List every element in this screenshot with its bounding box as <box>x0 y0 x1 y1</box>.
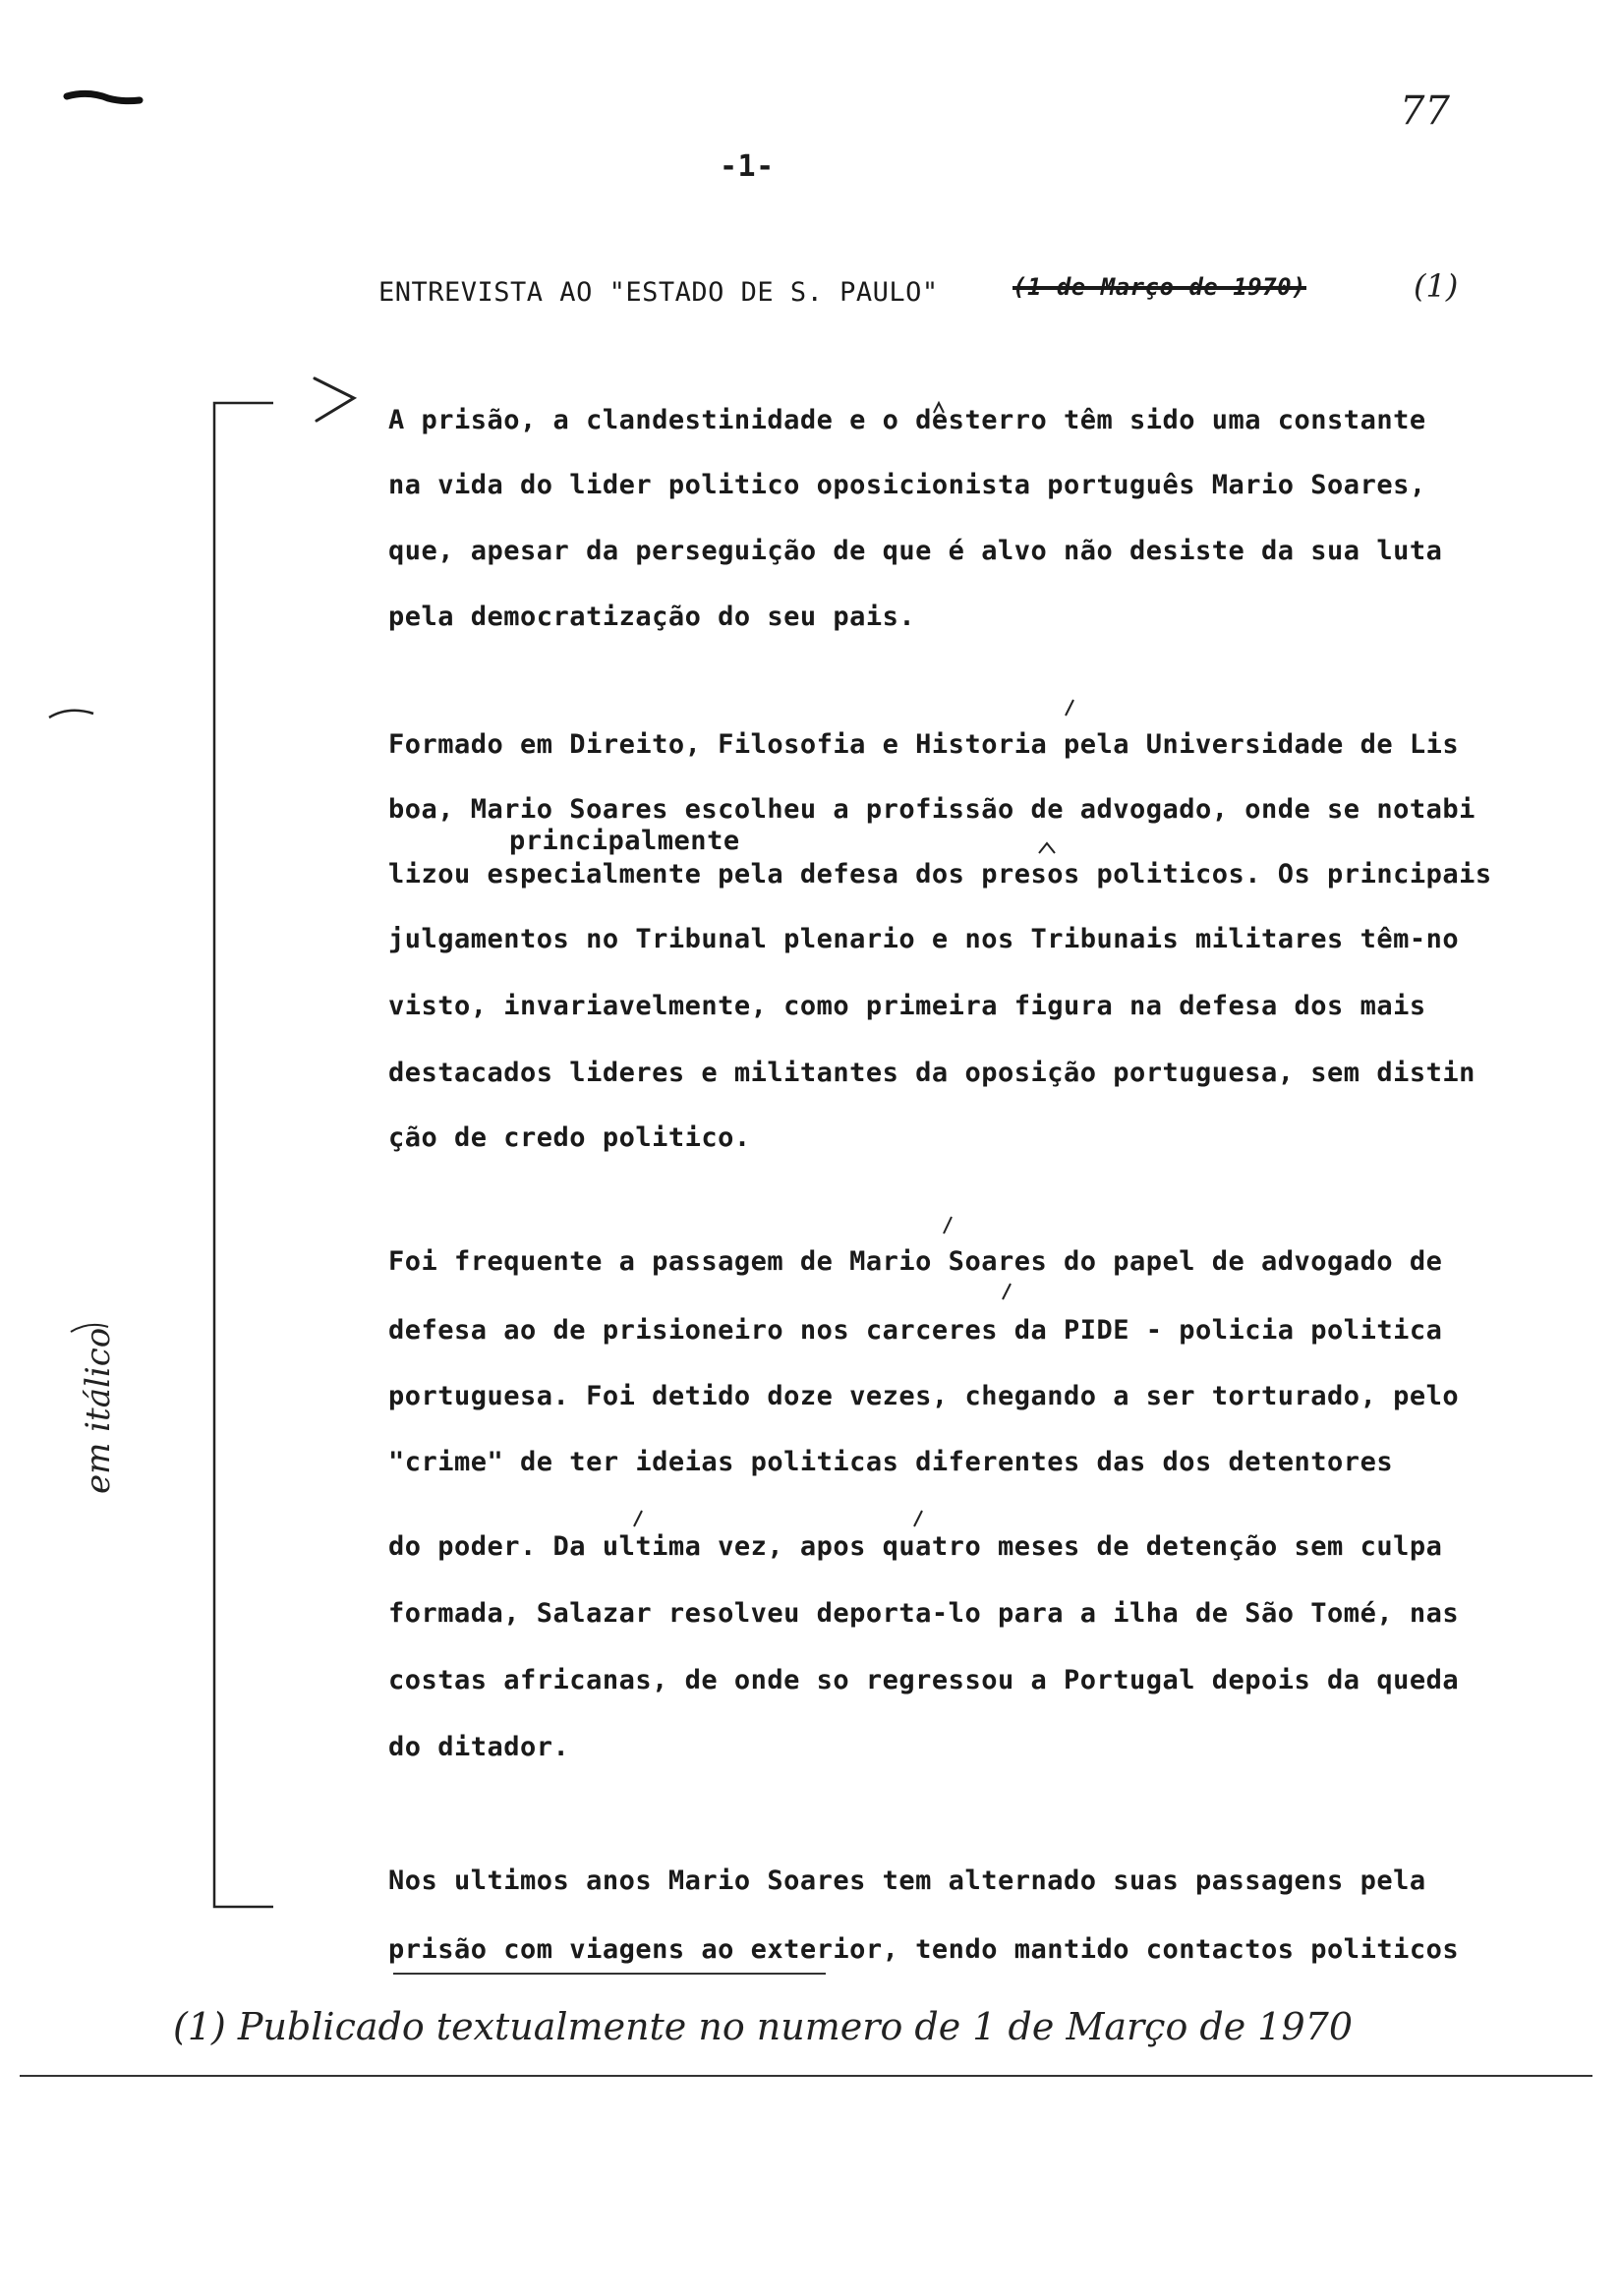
paragraph-3-line-3: portuguesa. Foi detido doze vezes, chegando a ser torturado, pelo <box>388 1381 1460 1411</box>
typed-page-marker: -1- <box>720 149 775 184</box>
paragraph-2-line-4: julgamentos no Tribunal plenario e nos Tribunais militares têm-no <box>388 924 1460 954</box>
footnote: (1) Publicado textualmente no numero de 1 de Março de 1970 <box>173 2005 1354 2048</box>
paragraph-1-line-1: A prisão, a clandestinidade e o desterro têm sido uma constante <box>388 405 1426 435</box>
paragraph-2-line-1: Formado em Direito, Filosofia e Historia pela Universidade de Lis <box>388 729 1460 760</box>
paragraph-2-line-2: boa, Mario Soares escolheu a profissão de advogado, onde se notabi <box>388 794 1475 825</box>
margin-bracket <box>214 403 273 1907</box>
paragraph-3-line-4: "crime" de ter ideias politicas diferentes das dos detentores <box>388 1447 1394 1477</box>
struck-date: (1 de Março de 1970) <box>1012 273 1306 301</box>
paragraph-3-line-5: do poder. Da ultima vez, apos quatro meses de detenção sem culpa <box>388 1531 1443 1562</box>
paragraph-1-line-2: na vida do lider politico oposicionista português Mario Soares, <box>388 470 1426 500</box>
paragraph-3-line-1: Foi frequente a passagem de Mario Soares do papel de advogado de <box>388 1246 1443 1277</box>
paragraph-3-line-6: formada, Salazar resolveu deporta-lo para a ilha de São Tomé, nas <box>388 1598 1460 1629</box>
paragraph-1-line-3: que, apesar da perseguição de que é alvo não desiste da sua luta <box>388 536 1443 566</box>
arrow-icon <box>315 378 354 421</box>
paragraph-3-line-8: do ditador. <box>388 1732 570 1762</box>
top-left-scribble <box>67 93 140 100</box>
document-title: ENTREVISTA AO "ESTADO DE S. PAULO" <box>378 277 939 308</box>
paragraph-4-line-2: prisão com viagens ao exterior, tendo mantido contactos politicos <box>388 1934 1460 1965</box>
paragraph-2-line-6: destacados lideres e militantes da oposição portuguesa, sem distin <box>388 1058 1475 1088</box>
paragraph-2-line-3: lizou especialmente pela defesa dos presos politicos. Os principais <box>388 859 1492 890</box>
paragraph-4-line-1: Nos ultimos anos Mario Soares tem alternado suas passagens pela <box>388 1866 1426 1896</box>
paragraph-2-line-7: ção de credo politico. <box>388 1122 751 1153</box>
paragraph-3-line-2: defesa ao de prisioneiro nos carceres da PIDE - policia politica <box>388 1315 1443 1346</box>
page-number: 77 <box>1400 88 1450 134</box>
footnote-reference: (1) <box>1414 267 1459 305</box>
margin-note: em itálico <box>79 1327 118 1494</box>
paragraph-2-line-5: visto, invariavelmente, como primeira figura na defesa dos mais <box>388 991 1426 1021</box>
insertion-note: principalmente <box>509 826 740 856</box>
margin-tick-1 <box>49 711 93 718</box>
paragraph-1-line-4: pela democratização do seu pais. <box>388 602 916 632</box>
paragraph-3-line-7: costas africanas, de onde so regressou a Portugal depois da queda <box>388 1665 1460 1695</box>
